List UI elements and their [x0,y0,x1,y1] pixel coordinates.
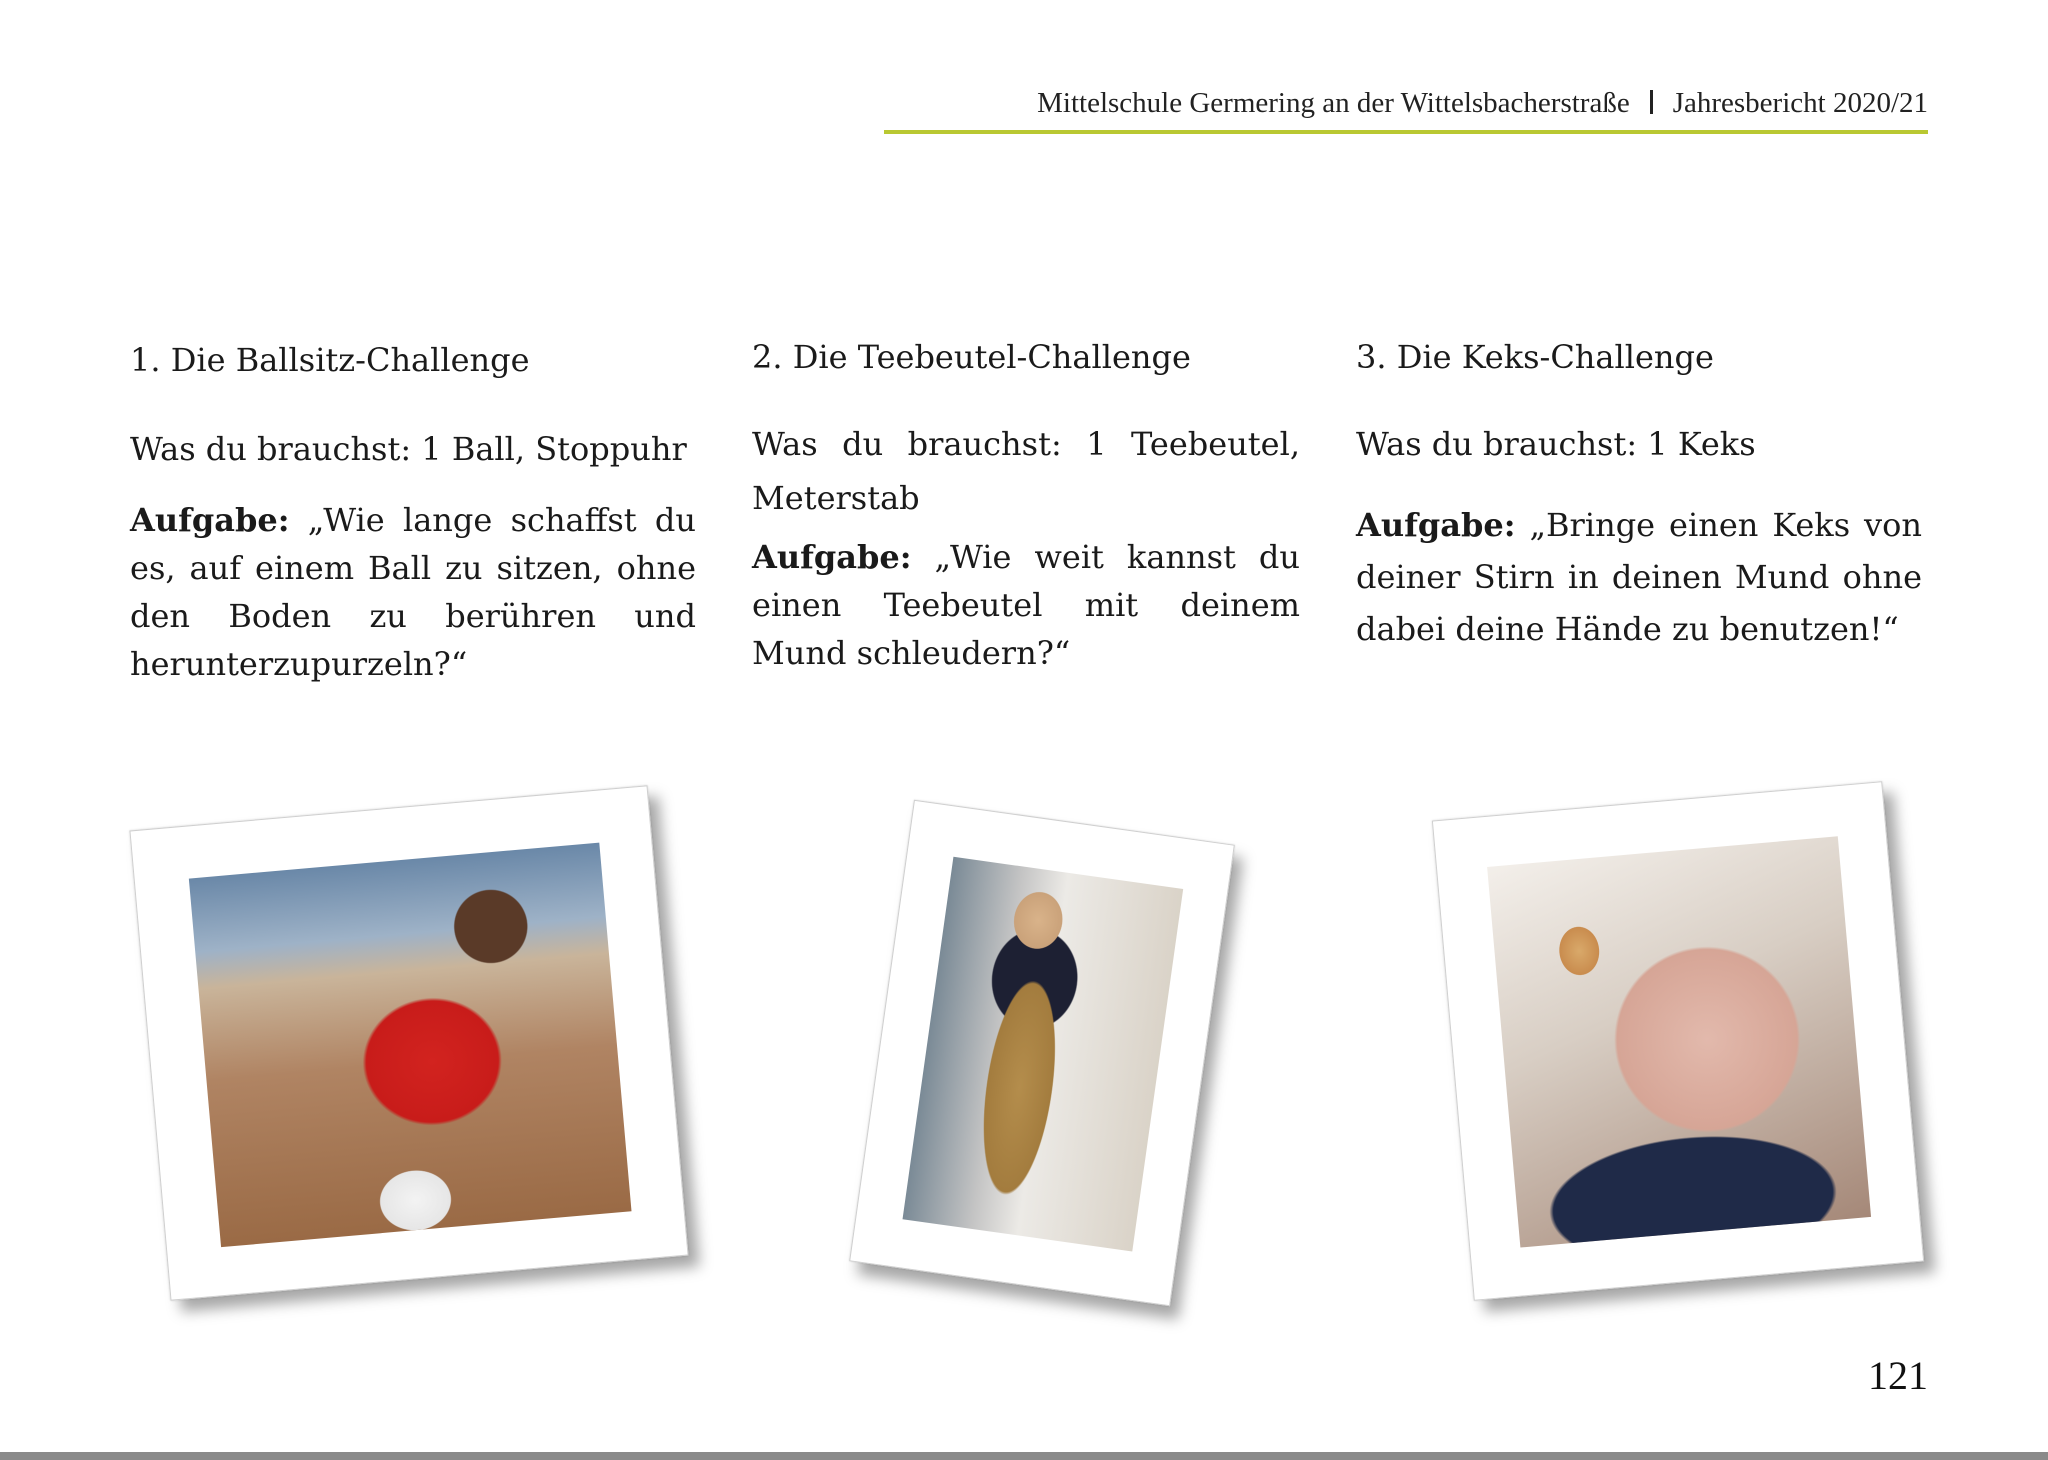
challenge-title: 2. Die Teebeutel-Challenge [752,338,1191,376]
header-school: Mittelschule Germering an der Wittelsbacherstraße [1037,87,1630,119]
challenge-task [1356,499,1922,655]
challenge-column-1 [130,0,696,688]
page-number: 121 [1868,1353,1928,1398]
challenge-column-2 [752,0,1300,677]
task-text: „Bringe einen Keks von deiner Stirn in deinen Mund ohne dabei deine Hände zu benutzen!“ [1356,506,1922,648]
photo-teebeutel-image [903,857,1184,1252]
task-text: „Wie lange schaffst du es, auf einem Ball zu sitzen, ohne den Boden zu berühren und herunterzupurzeln?“ [130,501,696,683]
photo-keks [1432,781,1924,1301]
challenge-task [752,533,1300,677]
photo-ballsitz [129,785,688,1301]
challenge-needs: Was du brauchst: 1 Ball, Stoppuhr [130,430,687,468]
challenge-column-3 [1356,0,1922,655]
photo-teebeutel [849,800,1235,1307]
challenge-needs: Was du brauchst: 1 Teebeutel, Meterstab [752,425,1300,517]
challenge-needs: Was du brauchst: 1 Keks [1356,425,1756,463]
challenge-title: 1. Die Ballsitz-Challenge [130,341,530,379]
photo-keks-image [1487,836,1871,1247]
task-label: Aufgabe: [130,501,290,539]
task-text: „Wie weit kannst du einen Teebeutel mit deinem Mund schleudern?“ [752,538,1300,672]
photo-ballsitz-image [189,843,632,1248]
header-report: Jahresbericht 2020/21 [1672,87,1928,119]
challenge-task [130,496,696,688]
task-label: Aufgabe: [1356,506,1516,544]
challenge-title: 3. Die Keks-Challenge [1356,338,1714,376]
bottom-divider [0,1452,2048,1460]
task-label: Aufgabe: [752,538,912,576]
